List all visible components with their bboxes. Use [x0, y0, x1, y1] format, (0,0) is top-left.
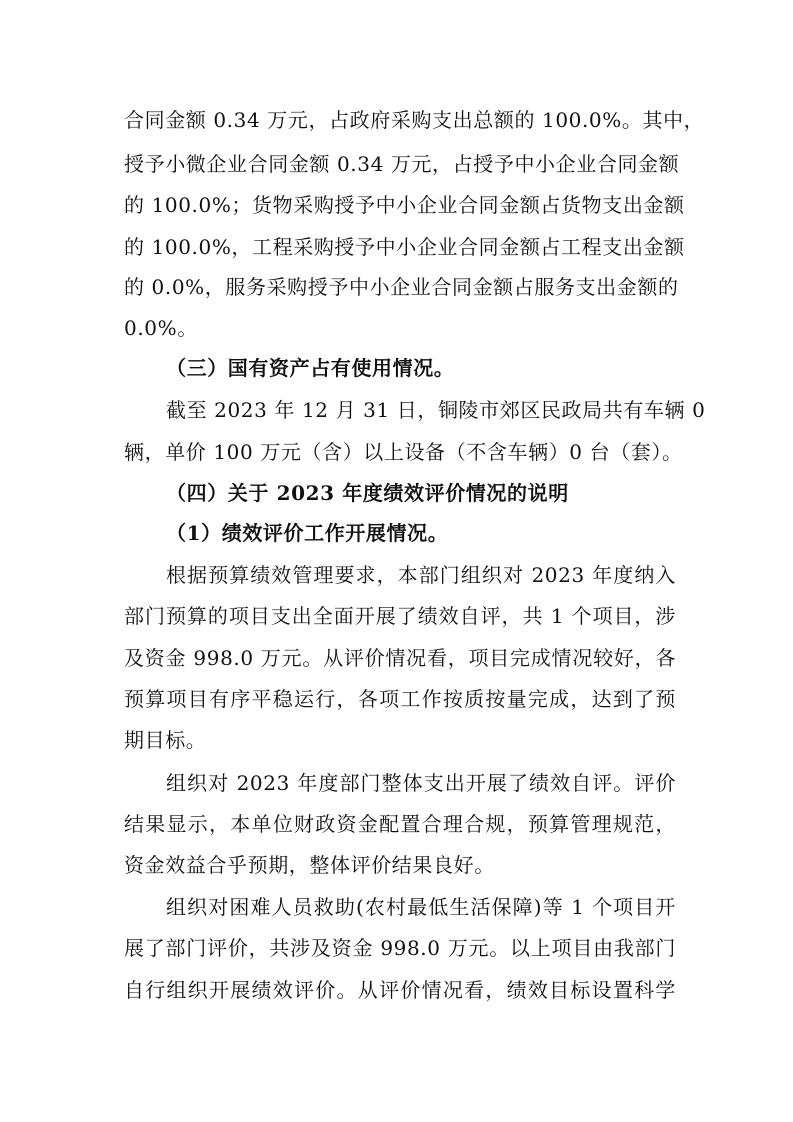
paragraph-line: 结果显示，本单位财政资金配置合理合规，预算管理规范， — [124, 812, 676, 836]
section-heading: （四）关于 2023 年度绩效评价情况的说明 — [166, 481, 569, 505]
paragraph-line: 自行组织开展绩效评价。从评价情况看，绩效目标设置科学 — [124, 978, 676, 1002]
paragraph-line: 的 100.0%，工程采购授予中小企业合同金额占工程支出金额 — [124, 235, 685, 259]
paragraph-line: 的 0.0%，服务采购授予中小企业合同金额占服务支出金额的 — [124, 275, 679, 299]
paragraph-line: 组织对 2023 年度部门整体支出开展了绩效自评。评价 — [166, 771, 676, 795]
paragraph-line: 根据预算绩效管理要求，本部门组织对 2023 年度纳入 — [166, 563, 676, 587]
paragraph-line: 预算项目有序平稳运行，各项工作按质按量完成，达到了预 — [124, 687, 676, 711]
section-heading: （三）国有资产占有使用情况。 — [166, 356, 455, 380]
paragraph-line: 授予小微企业合同金额 0.34 万元，占授予中小企业合同金额 — [124, 152, 680, 176]
paragraph-line: 展了部门评价，共涉及资金 998.0 万元。以上项目由我部门 — [124, 936, 676, 960]
paragraph-line: 截至 2023 年 12 月 31 日，铜陵市郊区民政局共有车辆 0 — [166, 398, 706, 422]
paragraph-line: 辆，单价 100 万元（含）以上设备（不含车辆）0 台（套）。 — [124, 440, 683, 464]
paragraph-line: 部门预算的项目支出全面开展了绩效自评，共 1 个项目，涉 — [124, 604, 676, 628]
paragraph-line: 及资金 998.0 万元。从评价情况看，项目完成情况较好，各 — [124, 646, 676, 670]
paragraph-line: 组织对困难人员救助(农村最低生活保障)等 1 个项目开 — [166, 895, 676, 919]
paragraph-line: 0.0%。 — [124, 316, 198, 340]
paragraph-line: 的 100.0%；货物采购授予中小企业合同金额占货物支出金额 — [124, 193, 685, 217]
paragraph-line: 合同金额 0.34 万元，占政府采购支出总额的 100.0%。其中， — [124, 108, 705, 132]
paragraph-line: 期目标。 — [124, 728, 207, 752]
paragraph-line: 资金效益合乎预期，整体评价结果良好。 — [124, 853, 495, 877]
subsection-heading: （1）绩效评价工作开展情况。 — [166, 521, 449, 545]
